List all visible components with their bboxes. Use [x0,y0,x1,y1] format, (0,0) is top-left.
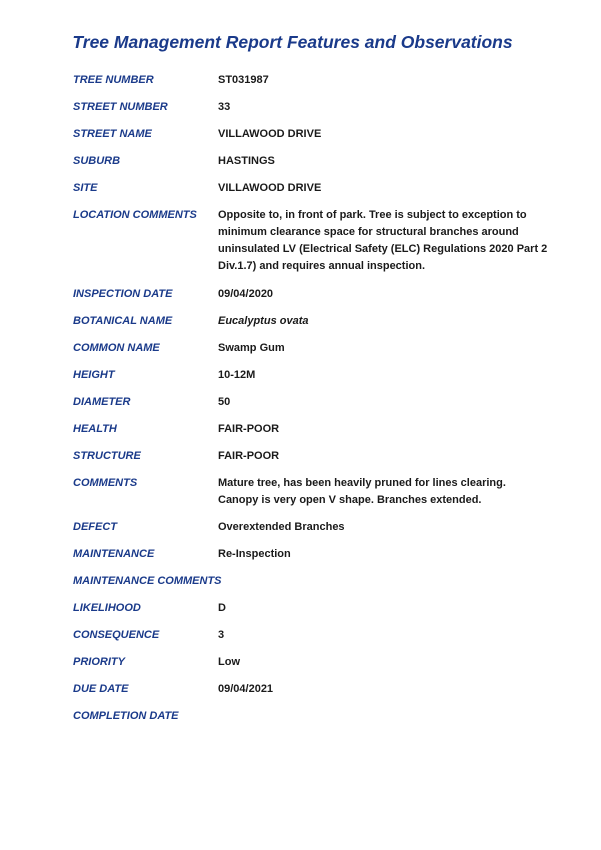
field-value: VILLAWOOD DRIVE [218,128,322,140]
field-value: 50 [218,396,231,408]
field-value: ST031987 [218,74,269,86]
field-value: Overextended Branches [218,521,345,533]
field-value: FAIR-POOR [218,450,280,462]
field-value: 3 [218,629,225,641]
field-value: 33 [218,101,231,113]
field-value: 09/04/2021 [218,683,274,695]
field-label: INSPECTION DATE [73,288,173,300]
field-label: COMMON NAME [73,342,160,354]
field-label: HEIGHT [73,369,115,381]
field-value: Opposite to, in front of park. Tree is subject to exception to minimum clearance space for structural branches around uninsulated LV (Electrical Safety (ELC) Regulations 2020 Part 2 Div.1.7) and requires annual inspection. [218,209,548,272]
field-label: DUE DATE [73,683,129,695]
field-label: STREET NUMBER [73,101,168,113]
field-value: Eucalyptus ovata [218,315,309,327]
field-label: STRUCTURE [73,450,141,462]
field-value: D [218,602,226,614]
field-value: FAIR-POOR [218,423,280,435]
field-label: SUBURB [73,155,121,167]
field-label: CONSEQUENCE [73,629,160,641]
field-label: STREET NAME [73,128,152,140]
field-label: TREE NUMBER [73,74,154,86]
field-label: COMPLETION DATE [73,710,179,722]
field-label: LIKELIHOOD [73,602,141,614]
field-value: 10-12M [218,369,256,381]
field-value: Mature tree, has been heavily pruned for lines clearing. Canopy is very open V shape. Branches extended. [218,477,506,506]
field-label: DIAMETER [73,396,131,408]
field-label: MAINTENANCE [73,548,155,560]
field-value: HASTINGS [218,155,275,167]
field-label: HEALTH [73,423,117,435]
field-value: Re-Inspection [218,548,291,560]
field-label: BOTANICAL NAME [73,315,173,327]
field-value: Swamp Gum [218,342,285,354]
field-label: SITE [73,182,98,194]
field-label: DEFECT [73,521,117,533]
field-value: VILLAWOOD DRIVE [218,182,322,194]
field-value: 09/04/2020 [218,288,274,300]
report-title: Tree Management Report Features and Observations [72,32,513,52]
field-label: LOCATION COMMENTS [73,209,197,221]
field-label: COMMENTS [73,477,138,489]
field-label: PRIORITY [73,656,125,668]
field-label: MAINTENANCE COMMENTS [73,575,222,587]
field-value: Low [218,656,240,668]
